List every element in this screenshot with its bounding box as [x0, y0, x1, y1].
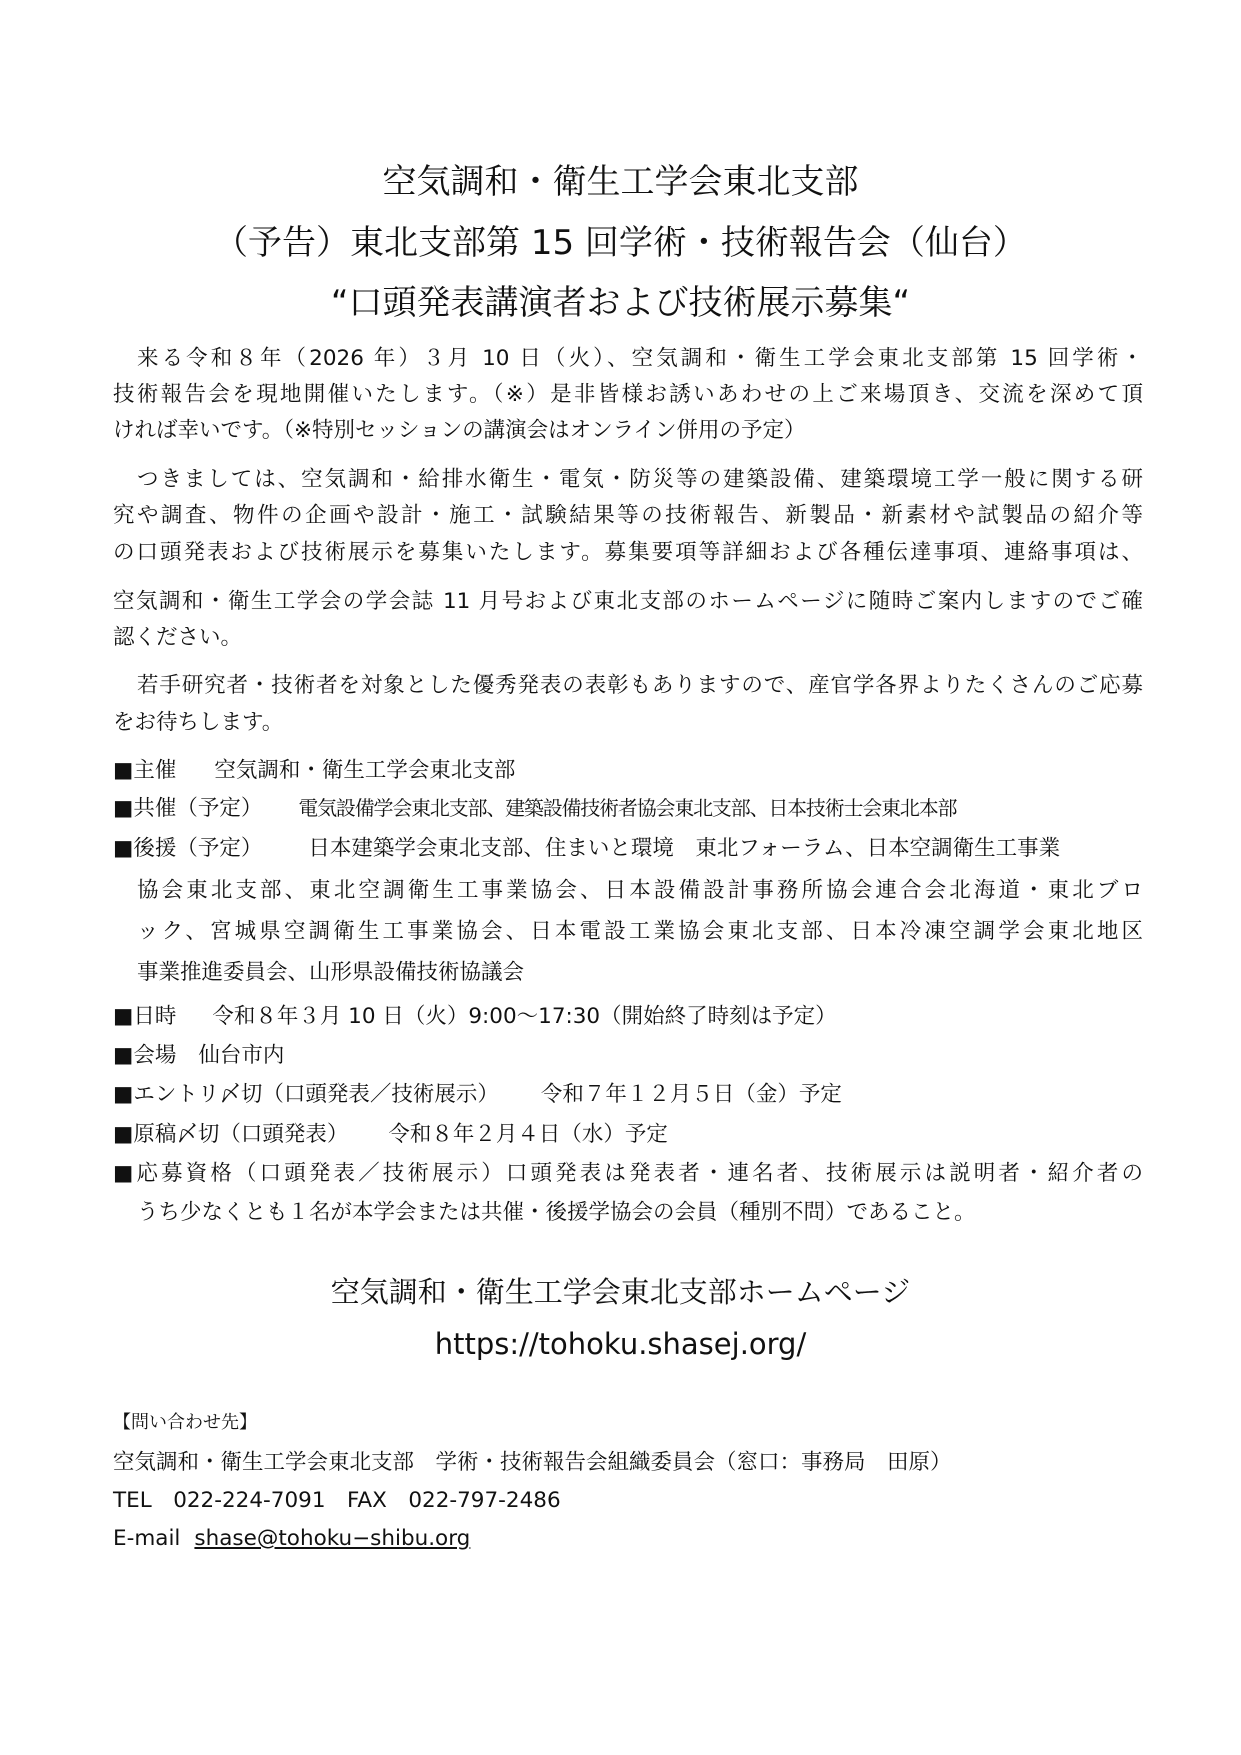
- intro-p2-line-5: 認ください。: [113, 625, 243, 650]
- organizer-label: ■主催: [113, 758, 177, 783]
- email-label: E-mail: [113, 1526, 181, 1551]
- contact-email-row: [113, 1526, 470, 1552]
- homepage-url[interactable]: https://tohoku.shasej.org/: [434, 1327, 807, 1361]
- cosponsor-row: [113, 796, 1143, 822]
- intro-p2-line-4: 空気調和・衛生工学会の学会誌 11 月号および東北支部のホームページに随時ご案内しますのでご確: [113, 589, 1143, 614]
- intro-p2-line-2: 究や調査、物件の企画や設計・施工・試験結果等の技術報告、新製品・新素材や試製品の紹介等: [113, 503, 1143, 528]
- entry-deadline-row: [113, 1082, 1143, 1108]
- intro-p3-line-2: をお待ちします。: [113, 710, 284, 735]
- title-line-1: 空気調和・衛生工学会東北支部: [382, 162, 859, 202]
- support-line-1: 日本建築学会東北支部、住まいと環境 東北フォーラム、日本空調衛生工事業: [308, 836, 1061, 861]
- title-line-3: “口頭発表講演者および技術展示募集“: [330, 283, 911, 323]
- homepage-label: 空気調和・衛生工学会東北支部ホームページ: [330, 1275, 911, 1309]
- contact-heading: 【問い合わせ先】: [113, 1412, 257, 1433]
- contact-org: 空気調和・衛生工学会東北支部 学術・技術報告会組織委員会（窓口：事務局 田原）: [113, 1450, 952, 1475]
- intro-p1-line-1: 来る令和８年（2026 年）３月 10 日（火）、空気調和・衛生工学会東北支部第 15 回学術・: [137, 346, 1143, 371]
- email-link[interactable]: shase@tohoku−shibu.org: [194, 1526, 471, 1551]
- manuscript-deadline-row: [113, 1122, 1143, 1148]
- support-line-2: 協会東北支部、東北空調衛生工事業協会、日本設備設計事務所協会連合会北海道・東北ブロ: [137, 878, 1143, 903]
- eligibility-line-1: ■応募資格（口頭発表／技術展示）口頭発表は発表者・連名者、技術展示は説明者・紹介者の: [113, 1161, 1143, 1186]
- datetime-label: ■日時: [113, 1004, 177, 1029]
- organizer-value: 空気調和・衛生工学会東北支部: [214, 758, 516, 783]
- organizer-row: [113, 758, 1143, 784]
- contact-tel-fax: TEL 022-224-7091 FAX 022-797-2486: [113, 1488, 561, 1513]
- venue-row: [113, 1043, 1143, 1069]
- datetime-value: 令和８年３月 10 日（火）9:00～17:30（開始終了時刻は予定）: [212, 1004, 837, 1029]
- entry-deadline-label: ■エントリ〆切（口頭発表／技術展示）: [113, 1082, 499, 1107]
- intro-p3-line-1: 若手研究者・技術者を対象とした優秀発表の表彰もありますので、産官学各界よりたくさんのご応募: [137, 673, 1143, 698]
- intro-p1-line-3: ければ幸いです。（※特別セッションの講演会はオンライン併用の予定）: [113, 418, 806, 443]
- cosponsor-value: 電気設備学会東北支部、建築設備技術者協会東北支部、日本技術士会東北本部: [298, 796, 957, 820]
- intro-p2-line-3: の口頭発表および技術展示を募集いたします。募集要項等詳細および各種伝達事項、連絡事項は、: [113, 540, 1143, 565]
- support-label: ■後援（予定）: [113, 836, 263, 861]
- manuscript-deadline-label: ■原稿〆切（口頭発表）: [113, 1122, 349, 1147]
- manuscript-deadline-value: 令和８年２月４日（水）予定: [388, 1122, 668, 1147]
- eligibility-line-2: うち少なくとも１名が本学会または共催・後援学協会の会員（種別不問）であること。: [137, 1200, 976, 1225]
- intro-p1-line-2: 技術報告会を現地開催いたします。（※）是非皆様お誘いあわせの上ご来場頂き、交流を深めて頂: [113, 382, 1143, 407]
- cosponsor-label: ■共催（予定）: [113, 796, 263, 821]
- entry-deadline-value: 令和７年１２月５日（金）予定: [540, 1082, 842, 1107]
- intro-p2-line-1: つきましては、空気調和・給排水衛生・電気・防災等の建築設備、建築環境工学一般に関する研: [137, 467, 1143, 492]
- support-line-3: ック、宮城県空調衛生工事業協会、日本電設工業協会東北支部、日本冷凍空調学会東北地区: [137, 919, 1143, 944]
- support-row: [113, 836, 1143, 862]
- datetime-row: [113, 1004, 1143, 1030]
- venue-label: ■会場: [113, 1043, 177, 1068]
- support-line-4: 事業推進委員会、山形県設備技術協議会: [137, 960, 525, 985]
- venue-value: 仙台市内: [198, 1043, 285, 1068]
- title-line-2: （予告）東北支部第 15 回学術・技術報告会（仙台）: [214, 223, 1027, 263]
